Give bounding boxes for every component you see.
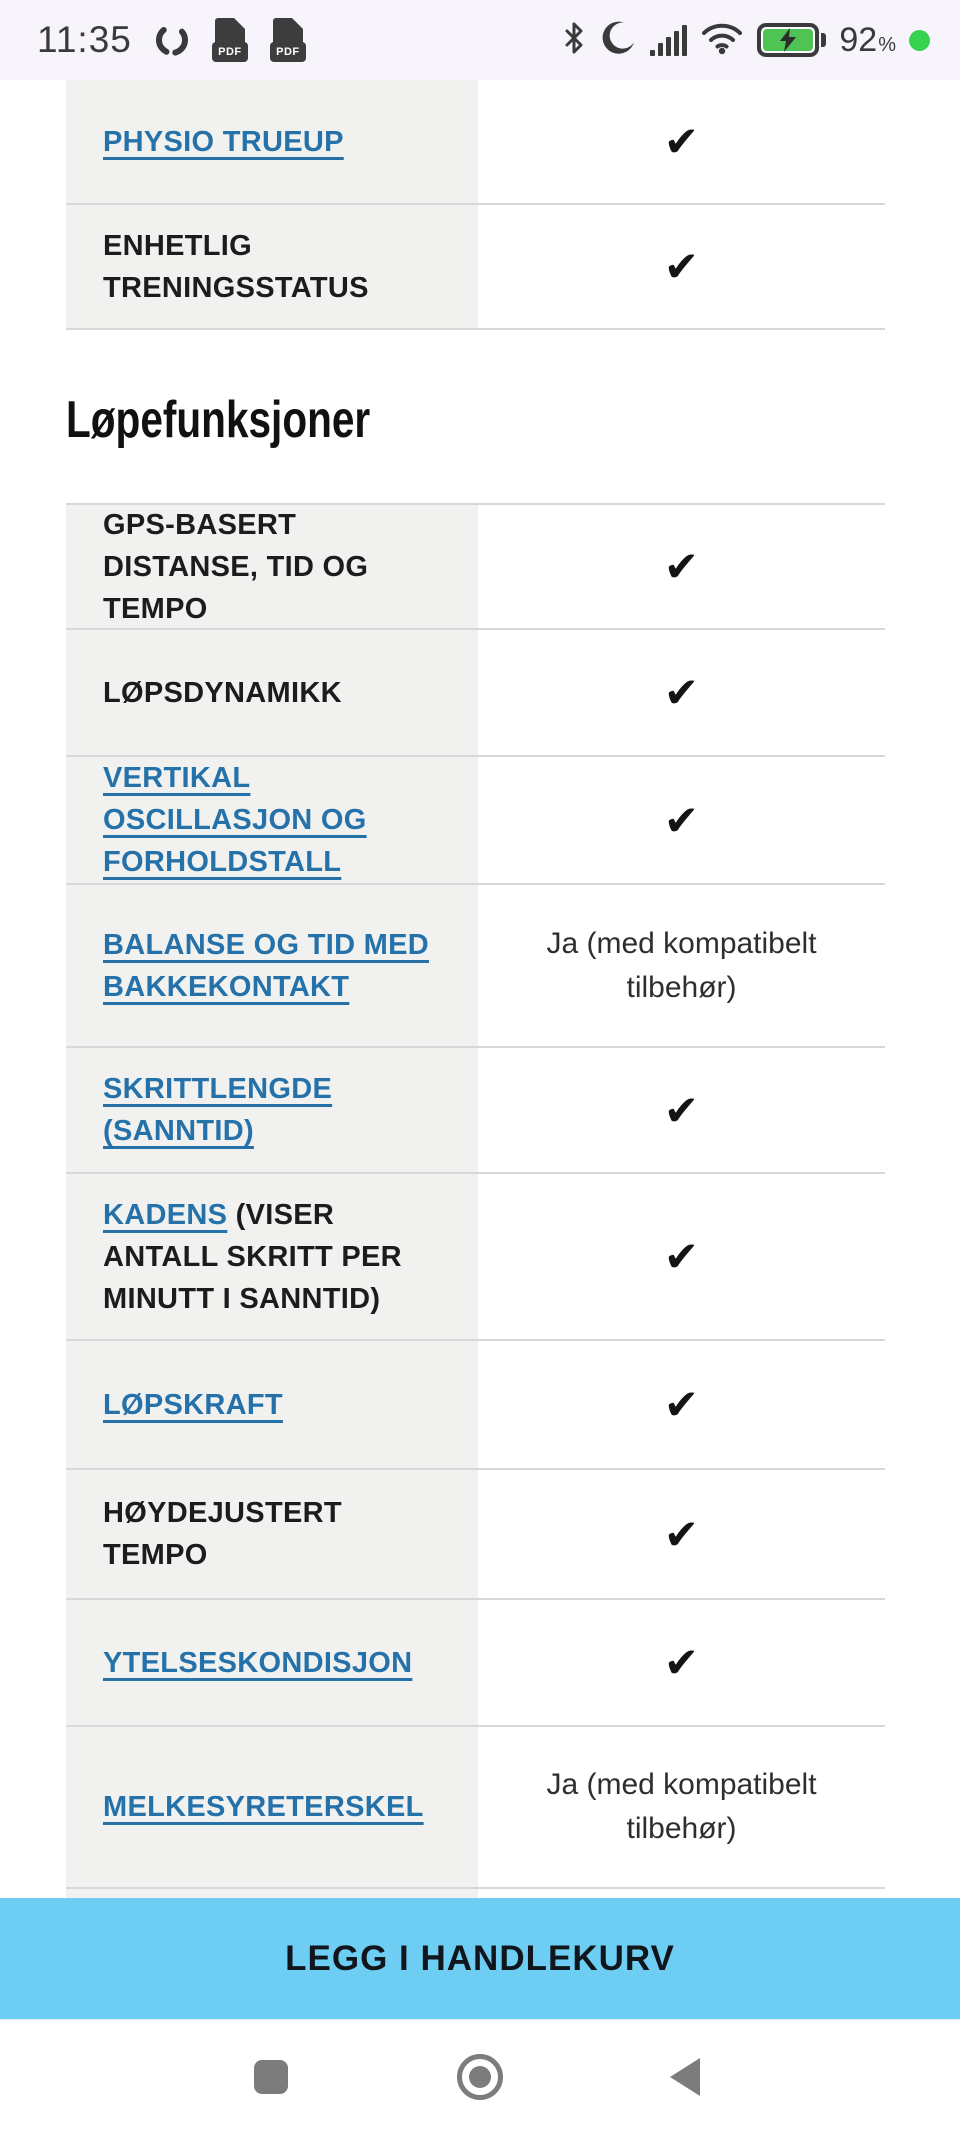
- battery-percent-value: 92: [839, 20, 878, 59]
- feature-name-cell: [66, 757, 478, 883]
- battery-percent-label: [839, 21, 896, 60]
- feature-value-cell: [478, 1048, 885, 1172]
- bluetooth-icon: [562, 21, 586, 60]
- table-row: [66, 1600, 885, 1727]
- cellular-signal-icon: [650, 24, 687, 56]
- status-bar-right: [562, 19, 930, 62]
- sync-icon: [154, 22, 190, 58]
- battery-nub: [821, 33, 826, 47]
- feature-link[interactable]: MELKESYRETERSKEL: [103, 1791, 424, 1823]
- feature-name-cell: [66, 80, 478, 203]
- table-row: [66, 630, 885, 757]
- feature-value-cell: [478, 505, 885, 628]
- pdf-fold: [234, 18, 245, 29]
- feature-label: GPS-BASERT DISTANSE, TID OG TEMPO: [103, 508, 369, 625]
- check-icon: ✔: [663, 117, 700, 166]
- pdf-badge-label: PDF: [212, 42, 248, 62]
- feature-value-cell: [478, 1727, 885, 1887]
- feature-value-cell: [478, 1470, 885, 1598]
- feature-label: ENHETLIG TRENINGSSTATUS: [103, 229, 369, 304]
- pdf-file-icon: [212, 18, 248, 62]
- feature-name-cell: [66, 1341, 478, 1468]
- home-button-dot: [469, 2066, 491, 2088]
- charging-bolt-icon: [761, 27, 815, 53]
- battery-body: [757, 23, 819, 57]
- back-button[interactable]: [670, 2058, 700, 2096]
- feature-link[interactable]: SKRITTLENGDE (SANNTID): [103, 1073, 333, 1147]
- recents-button[interactable]: [254, 2060, 288, 2094]
- add-to-cart-button[interactable]: LEGG I HANDLEKURV: [0, 1898, 960, 2019]
- feature-name-cell: [66, 1727, 478, 1887]
- table-row: [66, 80, 885, 205]
- feature-link[interactable]: KADENS: [103, 1198, 228, 1231]
- table-row: [66, 505, 885, 630]
- table-row-partial: [66, 1889, 885, 1898]
- table-row: [66, 1174, 885, 1341]
- table-row: [66, 205, 885, 330]
- running-features-table: [66, 503, 885, 1898]
- status-bar-left: [37, 18, 306, 62]
- wifi-icon: [700, 21, 744, 60]
- feature-value-cell: [478, 80, 885, 203]
- section-heading: Løpefunksjoner: [66, 391, 371, 449]
- check-icon: ✔: [663, 242, 700, 291]
- check-icon: ✔: [663, 795, 700, 845]
- feature-label: (VISER ANTALL SKRITT PER MINUTT I SANNTID): [103, 1198, 402, 1315]
- page-content: [0, 80, 960, 1898]
- home-button[interactable]: [457, 2054, 503, 2100]
- feature-name-cell: [66, 1470, 478, 1598]
- check-icon: ✔: [663, 1638, 700, 1687]
- feature-label: HØYDEJUSTERT TEMPO: [103, 1497, 342, 1571]
- feature-name-cell: [66, 885, 478, 1046]
- table-row: [66, 1341, 885, 1470]
- feature-name-cell: [66, 630, 478, 755]
- pdf-badge-label: PDF: [270, 42, 306, 62]
- feature-name-cell: [66, 505, 478, 628]
- table-row: [66, 1727, 885, 1889]
- feature-value-cell: [478, 1600, 885, 1725]
- check-icon: ✔: [663, 542, 700, 591]
- check-icon: ✔: [663, 1232, 700, 1281]
- check-icon: ✔: [663, 1380, 700, 1429]
- feature-value-cell: [478, 1341, 885, 1468]
- feature-link[interactable]: PHYSIO TRUEUP: [103, 125, 344, 158]
- feature-name-cell: [66, 1600, 478, 1725]
- feature-label: LØPSDYNAMIKK: [103, 676, 342, 709]
- feature-name-cell: [66, 205, 478, 328]
- feature-value-cell: [478, 885, 885, 1046]
- status-bar: [0, 0, 960, 80]
- feature-value-cell: [478, 630, 885, 755]
- android-nav-bar: [0, 2019, 960, 2134]
- check-icon: ✔: [663, 1085, 700, 1135]
- percent-sign: %: [878, 33, 896, 56]
- table-row: [66, 1048, 885, 1174]
- feature-value-cell: [478, 1174, 885, 1339]
- feature-value-text: Ja (med kompatibelt tilbehør): [546, 926, 817, 1004]
- do-not-disturb-moon-icon: [599, 19, 637, 62]
- check-icon: ✔: [663, 668, 700, 717]
- feature-link[interactable]: VERTIKAL OSCILLASJON OG FORHOLDSTALL: [103, 762, 367, 878]
- feature-link[interactable]: BALANSE OG TID MED BAKKEKONTAKT: [103, 928, 430, 1003]
- recording-indicator-dot: [909, 30, 930, 51]
- feature-value-text: Ja (med kompatibelt tilbehør): [546, 1768, 817, 1845]
- feature-value-cell: [478, 1889, 885, 1898]
- feature-link[interactable]: LØPSKRAFT: [103, 1388, 283, 1421]
- feature-value-cell: [478, 205, 885, 328]
- feature-name-cell: [66, 1174, 478, 1339]
- pdf-file-icon: [270, 18, 306, 62]
- feature-name-cell: [66, 1889, 478, 1898]
- feature-name-cell: [66, 1048, 478, 1172]
- feature-link[interactable]: YTELSESKONDISJON: [103, 1646, 413, 1679]
- battery-charging-icon: [757, 23, 826, 57]
- feature-table-top: [66, 80, 885, 330]
- feature-value-cell: [478, 757, 885, 883]
- pdf-fold: [292, 18, 303, 29]
- clock: 11:35: [37, 19, 132, 60]
- table-row: [66, 885, 885, 1048]
- table-row: [66, 757, 885, 885]
- table-row: [66, 1470, 885, 1600]
- check-icon: ✔: [663, 1509, 700, 1559]
